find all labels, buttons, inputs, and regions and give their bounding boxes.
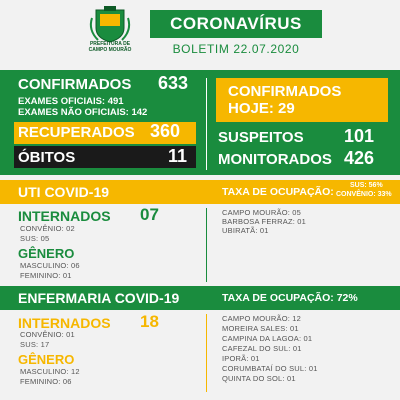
uti-genero-label: GÊNERO [18,246,75,261]
enf-city-item: IPORÃ: 01 [222,354,260,363]
confirmados-hoje-value: HOJE: 29 [228,100,295,117]
uti-sus: SUS: 05 [20,234,50,243]
enf-city-item: MOREIRA SALES: 01 [222,324,299,333]
uti-feminino: FEMININO: 01 [20,271,72,280]
enf-internados-label: INTERNADOS [18,315,111,331]
confirmados-hoje-label: CONFIRMADOS [228,83,342,100]
suspeitos-label: SUSPEITOS [218,129,304,146]
uti-internados-value: 07 [140,205,159,224]
enf-city-item: CAMPINA DA LAGOA: 01 [222,334,313,343]
recuperados-value: 360 [150,121,181,141]
uti-convenio: CONVÊNIO: 02 [20,224,75,233]
uti-internados-label: INTERNADOS [18,208,111,224]
suspeitos-value: 101 [344,126,375,146]
obitos-value: 11 [168,146,188,166]
uti-masculino: MASCULINO: 06 [20,261,80,270]
enf-convenio: CONVÊNIO: 01 [20,330,75,339]
confirmados-value: 633 [158,73,189,93]
summary-divider [206,78,207,170]
enf-genero-label: GÊNERO [18,352,75,367]
recuperados-label: RECUPERADOS [18,124,135,141]
crest-caption: PREFEITURA DE CAMPO MOURÃO [88,41,132,53]
enfermaria-divider [206,314,207,392]
enf-city-item: CORUMBATAÍ DO SUL: 01 [222,364,318,373]
uti-taxa-convenio: CONVÊNIO: 33% [336,191,392,198]
enf-city-item: QUINTA DO SOL: 01 [222,374,296,383]
exames-oficiais: EXAMES OFICIAIS: 491 [18,96,124,107]
bulletin-date: BOLETIM 22.07.2020 [172,42,300,56]
enf-internados-value: 18 [140,312,159,331]
uti-divider [206,208,207,282]
uti-taxa-label: TAXA DE OCUPAÇÃO: [222,186,334,198]
page-title: CORONAVÍRUS [170,14,302,33]
monitorados-label: MONITORADOS [218,151,332,168]
enf-masculino: MASCULINO: 12 [20,367,80,376]
enf-city-item: CAMPO MOURÃO: 12 [222,314,302,323]
obitos-label: ÓBITOS [18,149,76,166]
confirmados-label: CONFIRMADOS [18,76,132,93]
uti-city-item: CAMPO MOURÃO: 05 [222,208,302,217]
enf-city-item: CAFEZAL DO SUL: 01 [222,344,302,353]
enf-sus: SUS: 17 [20,340,50,349]
uti-title: UTI COVID-19 [18,184,110,200]
uti-city-item: BARBOSA FERRAZ: 01 [222,217,307,226]
exames-nao-oficiais: EXAMES NÃO OFICIAIS: 142 [18,107,148,118]
monitorados-value: 426 [344,148,375,168]
city-crest-icon [82,4,138,66]
uti-taxa-sus: SUS: 56% [350,182,383,189]
enfermaria-taxa: TAXA DE OCUPAÇÃO: 72% [222,292,358,304]
enf-feminino: FEMININO: 06 [20,377,72,386]
enfermaria-title: ENFERMARIA COVID-19 [18,290,180,306]
uti-city-item: UBIRATÃ: 01 [222,226,269,235]
